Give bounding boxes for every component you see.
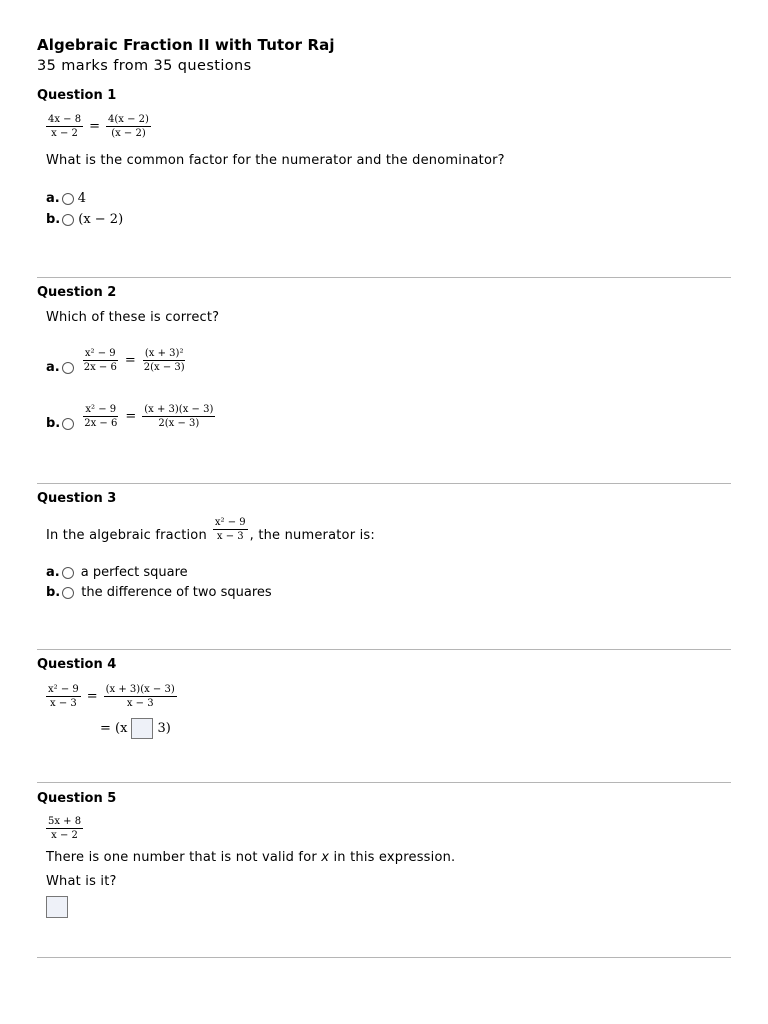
q2-a-rhs-numerator: (x + 3)² [144,348,184,359]
q3-option-b-radio[interactable] [62,587,74,599]
q2-option-b-radio[interactable] [62,418,74,430]
question-5-prompt-2: What is it? [46,874,117,889]
question-3-heading: Question 3 [37,491,117,506]
q1-option-a-value: 4 [77,191,86,206]
q2-b-rhs-numerator: (x + 3)(x − 3) [144,404,214,415]
q5-prompt1-after: in this expression. [333,850,456,865]
option-letter: b. [46,416,61,431]
q5-fraction [46,816,83,841]
q4-rhs-numerator: (x + 3)(x − 3) [105,684,175,695]
q3-numerator: x² − 9 [214,517,246,528]
q2-b-lhs-fraction [82,404,119,429]
q2-a-rhs-fraction [142,348,187,373]
question-3-prompt [46,516,375,543]
question-2-prompt: Which of these is correct? [46,310,220,325]
question-2-heading: Question 2 [37,285,117,300]
equals-sign: = [86,689,98,704]
equals-sign: = [124,353,136,368]
question-1-prompt: What is the common factor for the numerator and the denominator? [46,153,505,168]
q5-answer-input[interactable] [46,896,68,918]
q1-option-b-value: (x − 2) [78,212,124,227]
question-4-heading: Question 4 [37,657,117,672]
q4-answer-input[interactable] [131,718,153,739]
option-letter: a. [46,565,60,580]
q2-a-lhs-fraction [82,348,119,373]
q2-option-a[interactable] [46,346,187,375]
q1-rhs-fraction [106,114,151,139]
quiz-subtitle: 35 marks from 35 questions [37,58,252,74]
question-5-prompt-1 [46,850,455,865]
q3-option-a-radio[interactable] [62,567,74,579]
divider [37,782,731,783]
divider [37,483,731,484]
q4-lhs-numerator: x² − 9 [48,684,79,695]
q1-rhs-numerator: 4(x − 2) [108,114,149,125]
q2-a-lhs-denominator: 2x − 6 [83,362,117,373]
q1-lhs-numerator: 4x − 8 [48,114,82,125]
option-letter: b. [46,212,61,227]
q4-line2-suffix: 3) [157,721,171,736]
q2-b-lhs-denominator: 2x − 6 [84,418,118,429]
quiz-title: Algebraic Fraction II with Tutor Raj [37,36,335,54]
option-letter: a. [46,191,60,206]
option-letter: a. [46,360,60,375]
q1-rhs-denominator: (x − 2) [111,128,146,139]
q1-option-a[interactable] [46,191,86,206]
q2-option-b[interactable] [46,402,215,431]
divider [37,277,731,278]
question-5-heading: Question 5 [37,791,117,806]
q2-b-rhs-denominator: 2(x − 3) [158,418,200,429]
q3-denominator: x − 3 [216,531,244,542]
q3-option-b-text: the difference of two squares [81,585,272,600]
q4-lhs-denominator: x − 3 [50,698,77,709]
divider [37,649,731,650]
q5-prompt1-variable: x [321,850,330,865]
question-4-line-2 [100,718,171,739]
question-4-equation [46,684,177,709]
q1-option-b[interactable] [46,212,123,227]
q2-a-lhs-numerator: x² − 9 [84,348,116,359]
equals-sign: = [125,409,137,424]
q4-rhs-denominator: x − 3 [126,698,154,709]
q2-b-lhs-numerator: x² − 9 [85,404,117,415]
divider [37,957,731,958]
q5-prompt1-before: There is one number that is not valid for [46,850,317,865]
q2-a-rhs-denominator: 2(x − 3) [143,362,185,373]
q3-prompt-before: In the algebraic fraction [46,528,207,543]
q2-b-rhs-fraction [142,404,215,429]
question-5-expression [46,816,83,841]
option-letter: b. [46,585,61,600]
q5-answer-wrap [46,896,68,918]
q3-option-a-text: a perfect square [80,565,188,580]
question-1-heading: Question 1 [37,88,117,103]
q5-numerator: 5x + 8 [48,816,82,827]
q3-prompt-after: , the numerator is: [249,528,375,543]
q1-lhs-fraction [46,114,83,139]
q1-option-a-radio[interactable] [62,193,74,205]
q3-fraction [213,517,248,542]
quiz-header [37,36,731,74]
q4-line2-prefix: = (x [100,721,128,736]
q1-option-b-radio[interactable] [62,214,74,226]
q4-lhs-fraction [46,684,81,709]
equals-sign: = [89,119,101,134]
q1-lhs-denominator: x − 2 [51,128,78,139]
q3-option-b[interactable] [46,585,272,600]
q2-option-a-radio[interactable] [62,362,74,374]
q5-denominator: x − 2 [51,830,78,841]
q4-rhs-fraction [104,684,177,709]
question-1-equation [46,114,151,139]
q3-option-a[interactable] [46,565,188,580]
